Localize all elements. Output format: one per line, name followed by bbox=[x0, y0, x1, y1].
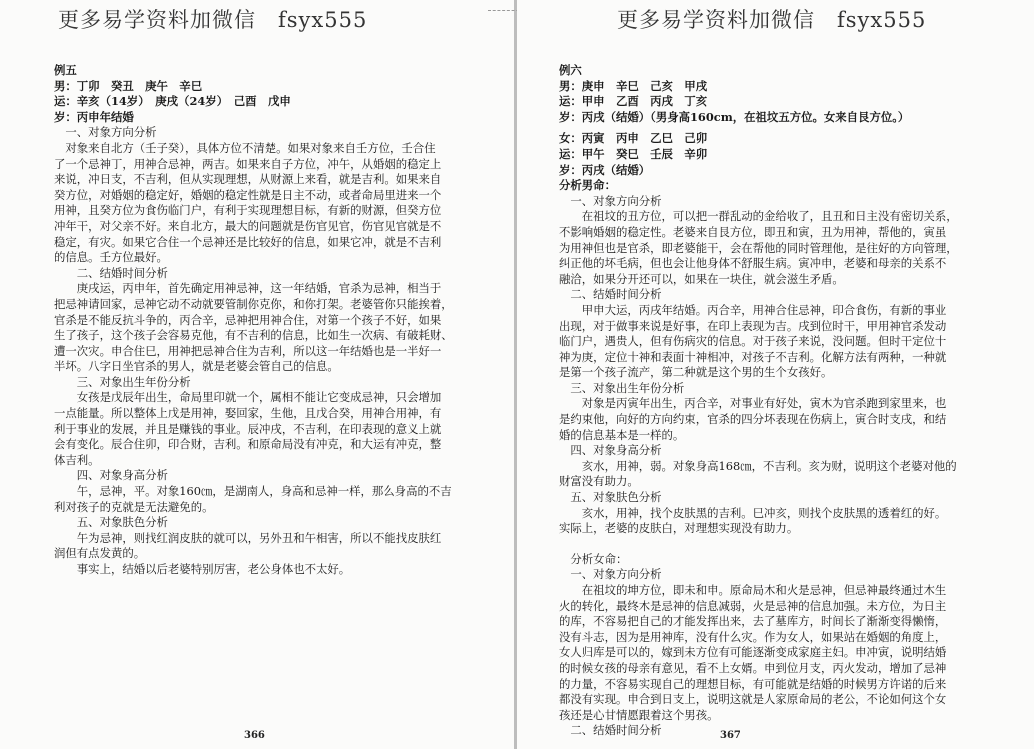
text-line: 利对孩子的克就是无法避免的。 bbox=[54, 499, 214, 514]
text-line: 在祖坟的丑方位，可以把一群乱动的金给收了，且丑和日主没有密切关系， bbox=[559, 209, 958, 224]
text-line: 亥水，用神，弱。对象身高168㎝，不吉利。亥为财，说明这个老婆对他的 bbox=[559, 458, 957, 473]
text-line: 实际上，老婆的皮肤白，对理想实现没有助力。 bbox=[559, 521, 799, 536]
left-page bbox=[0, 0, 514, 749]
text-line: 婚的信息基本是一样的。 bbox=[559, 427, 685, 442]
text-line: 例五 bbox=[54, 63, 77, 77]
text-line: 纠正他的坏毛病，但也会让他身体不舒服生病。寅冲申，老婆和母亲的关系不 bbox=[559, 256, 947, 271]
text-line: 不影响婚姻的稳定性。老婆来自艮方位，即丑和寅，丑为用神，帮他的，寅虽 bbox=[559, 224, 947, 239]
text-line: 岁：丙戌（结婚）（男身高160cm，在祖坟五方位。女来自艮方位。） bbox=[559, 109, 910, 124]
text-line: 癸方位，对婚姻的稳定好，婚姻的稳定性就是日主不动，或者命局里进来一个 bbox=[54, 187, 442, 202]
text-line: 对象来自北方（壬子癸），具体方位不清楚。如果对象来自壬方位，壬合住 bbox=[54, 140, 436, 155]
text-line: 利于事业的发展，并且是赚钱的事业。辰冲戌，不吉利，在印表现的意义上就 bbox=[54, 421, 442, 436]
text-line: 四、对象身高分析 bbox=[54, 468, 168, 483]
text-line: 分析男命： bbox=[559, 178, 616, 193]
text-line: 了一个忌神丁，用神合忌神，两吉。如果来自子方位，冲午，从婚姻的稳定上 bbox=[54, 156, 442, 171]
text-line: 的力量，不容易实现自己的理想目标，有可能就是结婚的时候男方许诺的后来 bbox=[559, 676, 947, 691]
text-line: 男：庚申 辛巳 己亥 甲戌 bbox=[559, 78, 708, 93]
text-line: 火的转化，最终木是忌神的信息减弱，火是忌神的信息加强。未方位，为日主 bbox=[559, 598, 947, 613]
text-line: 岁：丙戌（结婚） bbox=[559, 162, 651, 177]
text-line: 来说，冲日支，不吉利，但从实现理想，从财源上来看，就是吉利。如果来自 bbox=[54, 172, 442, 187]
text-line: 庚戌运，丙申年，首先确定用神忌神，这一年结婚，官杀为忌神，相当于 bbox=[54, 281, 442, 296]
text-line: 会有变化。辰合住卯，印合财，吉利。和原命局没有冲克，和大运有冲克，整 bbox=[54, 437, 442, 452]
text-line: 神为庚，定位十神和表面十神相冲，对孩子不吉利。化解方法有两种，一种就 bbox=[559, 349, 947, 364]
page-header: 更多易学资料加微信 fsyx555 bbox=[58, 8, 368, 32]
text-line: 冲年干，对父亲不好。来自北方，最大的问题就是伤官见官，伤官见官就是不 bbox=[54, 218, 442, 233]
text-line: 甲申大运，丙戌年结婚。丙合辛，用神合住忌神，印合食伤，有新的事业 bbox=[559, 302, 947, 317]
text-line: 五、对象肤色分析 bbox=[559, 490, 662, 505]
text-line: 事实上，结婚以后老婆特别厉害，老公身体也不太好。 bbox=[54, 562, 351, 576]
text-line: 没有斗志，因为是用神库，没有什么灾。作为女人，如果站在婚姻的角度上， bbox=[559, 629, 947, 644]
text-line: 财富没有助力。 bbox=[559, 474, 639, 489]
text-line: 出现，对于做事来说是好事，在印上表现为吉。戌到位时干，甲用神官杀发动 bbox=[559, 318, 947, 333]
page-number: 367 bbox=[720, 730, 741, 741]
text-line: 润但有点发黄的。 bbox=[54, 546, 146, 561]
text-line: 分析女命： bbox=[559, 551, 628, 566]
text-line: 官杀是不能反抗斗争的，丙合辛，忌神把用神合住，对第一个孩子不好，如果 bbox=[54, 312, 442, 327]
text-line: 四、对象身高分析 bbox=[559, 443, 662, 458]
text-line: 二、结婚时间分析 bbox=[559, 723, 662, 738]
text-line: 一、对象方向分析 bbox=[559, 567, 662, 582]
text-line: 是第一个孩子流产，第二种就是这个男的生个女孩好。 bbox=[559, 365, 833, 380]
text-line: 一、对象方向分析 bbox=[559, 193, 662, 208]
text-line: 例六 bbox=[559, 63, 582, 77]
text-line: 的库，不容易把自己的才能发挥出来，去了墓库方，时间长了渐渐变得懒惰， bbox=[559, 614, 947, 629]
text-line: 运：甲午 癸巳 壬辰 辛卯 bbox=[559, 146, 708, 161]
text-line: 都没有实现。申合到日支上，说明这就是人家原命局的老公，不论如何这个女 bbox=[559, 692, 947, 707]
text-line: 把忌神请回家，忌神它动不动就要管制你克你，和你打架。老婆管你只能挨着， bbox=[54, 296, 453, 311]
text-line: 为用神但也是官杀，即老婆能干，会在帮他的同时管理他，是往好的方向管理， bbox=[559, 240, 958, 255]
text-line: 稳定，有灾。如果它合住一个忌神还是比较好的信息，如果它冲，就是不吉利 bbox=[54, 234, 442, 249]
text-line: 女人归库是可以的，嫁到未方位有可能逐渐变成家庭主妇。申冲寅，说明结婚 bbox=[559, 645, 947, 660]
text-line: 三、对象出生年份分析 bbox=[54, 374, 191, 389]
text-line: 用神，且癸方位为食伤临门户，有利于实现理想目标，有新的财源，但癸方位 bbox=[54, 203, 442, 218]
text-line: 二、结婚时间分析 bbox=[559, 287, 662, 302]
left-page-body bbox=[54, 63, 454, 578]
text-line: 的信息。壬方位最好。 bbox=[54, 250, 168, 265]
text-line: 对象是丙寅年出生，丙合辛，对事业有好处，寅木为官杀跑到家里来，也 bbox=[559, 396, 947, 411]
text-line: 孩还是心甘情愿跟着这个男孩。 bbox=[559, 707, 719, 722]
text-line: 亥水，用神，找个皮肤黑的吉利。巳冲亥，则找个皮肤黑的透着红的好。 bbox=[559, 505, 947, 520]
text-line: 岁：丙申年结婚 bbox=[54, 109, 134, 124]
spacer bbox=[559, 537, 984, 552]
text-line: 一、对象方向分析 bbox=[54, 125, 157, 140]
text-line: 运：甲申 乙酉 丙戌 丁亥 bbox=[559, 94, 708, 109]
text-line: 三、对象出生年份分析 bbox=[559, 380, 685, 395]
text-line: 融洽，如果分开还可以，如果在一块住，就会滋生矛盾。 bbox=[559, 271, 844, 286]
text-line: 半坏。八字日坐官杀的男人，就是老婆会管自己的信息。 bbox=[54, 359, 339, 374]
text-line: 在祖坟的坤方位，即未和申。原命局木和火是忌神，但忌神最终通过木生 bbox=[559, 583, 947, 597]
text-line: 午为忌神，则找红润皮肤的就可以，另外丑和午相害，所以不能找皮肤红 bbox=[54, 530, 442, 545]
text-line: 是约束他，向好的方向约束，官杀的四分坏表现在伤病上，寅合时支戌，和结 bbox=[559, 412, 947, 427]
text-line: 体吉利。 bbox=[54, 452, 100, 467]
text-line: 运：辛亥（14岁） 庚戌（24岁） 己酉 戊申 bbox=[54, 94, 291, 109]
text-line: 临门户，遇贵人，但有伤病灾的信息。对于孩子来说，没问题。但时干定位十 bbox=[559, 334, 947, 349]
text-line: 女孩是戊辰年出生，命局里印就一个，属相不能让它变成忌神，只会增加 bbox=[54, 390, 442, 405]
right-page bbox=[517, 0, 1034, 749]
text-line: 女：丙寅 丙申 乙巳 己卯 bbox=[559, 131, 708, 146]
text-line: 生了孩子，这个孩子会容易克他，有不吉利的信息，比如生一次病、有破耗财、 bbox=[54, 328, 453, 343]
page-header: 更多易学资料加微信 fsyx555 bbox=[617, 8, 927, 32]
page-number: 366 bbox=[244, 730, 265, 741]
text-line: 遭一次灾。申合住巳，用神把忌神合住为吉利，所以这一年结婚也是一半好一 bbox=[54, 343, 442, 358]
text-line: 五、对象肤色分析 bbox=[54, 515, 168, 530]
text-line: 午，忌神，平。对象160㎝，是湖南人，身高和忌神一样，那么身高的不吉 bbox=[54, 484, 452, 499]
text-line: 一点能量。所以整体上戊是用神，娶回家，生他，且戊合癸，用神合用神，有 bbox=[54, 406, 442, 421]
text-line: 男：丁卯 癸丑 庚午 辛巳 bbox=[54, 78, 203, 93]
text-line: 二、结婚时间分析 bbox=[54, 265, 168, 280]
right-page-body bbox=[559, 63, 984, 739]
text-line: 的时候女孩的母亲有意见，看不上女婿。申到位月支，丙火发动，增加了忌神 bbox=[559, 660, 947, 675]
